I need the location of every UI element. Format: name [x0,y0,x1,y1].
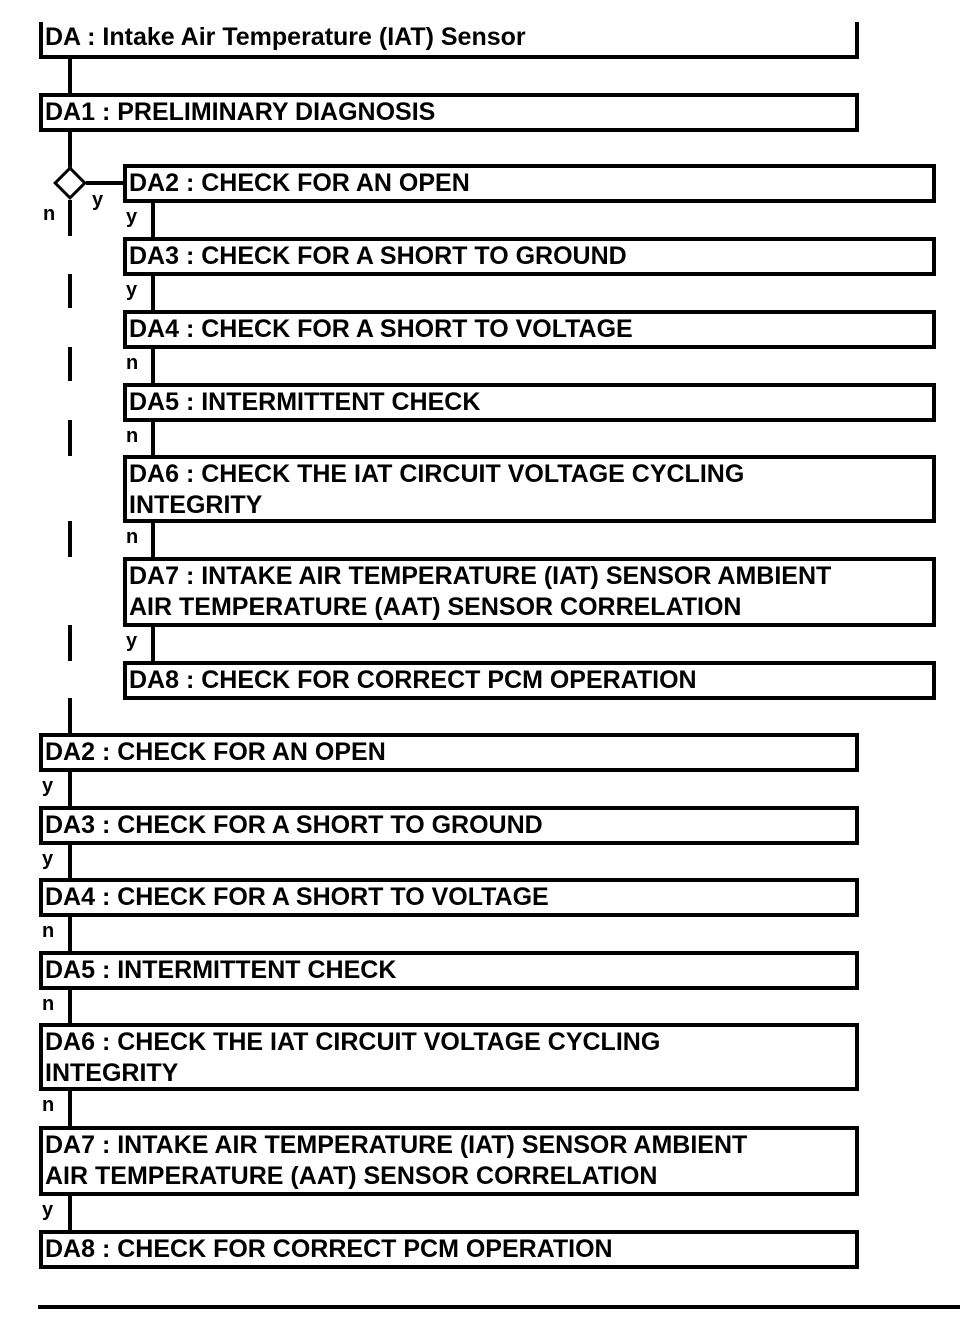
connector-line [68,917,72,951]
branch-label: n [42,993,55,1015]
connector-line [86,181,126,185]
connector-line [151,422,155,455]
outer-step-4: DA4 : CHECK FOR A SHORT TO VOLTAGE [39,878,859,917]
branch-label: y [42,848,54,870]
connector-line [68,274,72,308]
branch-label: n [42,1094,55,1116]
inner-step-5: DA5 : INTERMITTENT CHECK [123,383,936,422]
connector-line [68,59,72,93]
connector-line [68,521,72,557]
outer-step-2: DA2 : CHECK FOR AN OPEN [39,733,859,772]
connector-line [68,990,72,1023]
connector-line [68,1196,72,1230]
branch-label-no: n [43,203,56,225]
inner-step-2: DA2 : CHECK FOR AN OPEN [123,164,936,203]
step-da1-preliminary: DA1 : PRELIMINARY DIAGNOSIS [39,93,859,132]
connector-line [68,625,72,661]
branch-label: n [126,352,139,374]
connector-line [151,523,155,557]
branch-label: y [126,630,138,652]
branch-label: y [42,775,54,797]
outer-step-3: DA3 : CHECK FOR A SHORT TO GROUND [39,806,859,845]
decision-diamond [53,166,87,200]
connector-line [151,203,155,237]
inner-step-3: DA3 : CHECK FOR A SHORT TO GROUND [123,237,936,276]
branch-label: y [42,1199,54,1221]
connector-line [151,276,155,310]
outer-step-5: DA5 : INTERMITTENT CHECK [39,951,859,990]
connector-line [68,200,72,236]
outer-step-8: DA8 : CHECK FOR CORRECT PCM OPERATION [39,1230,859,1269]
outer-step-6: DA6 : CHECK THE IAT CIRCUIT VOLTAGE CYCLING INTEGRITY [39,1023,859,1091]
inner-step-4: DA4 : CHECK FOR A SHORT TO VOLTAGE [123,310,936,349]
connector-line [68,772,72,806]
branch-label: y [126,206,138,228]
connector-line [68,347,72,381]
connector-line [151,627,155,661]
inner-step-7: DA7 : INTAKE AIR TEMPERATURE (IAT) SENSOR AMBIENT AIR TEMPERATURE (AAT) SENSOR CORRELATION [123,557,936,627]
branch-label: n [126,526,139,548]
outer-step-7: DA7 : INTAKE AIR TEMPERATURE (IAT) SENSOR AMBIENT AIR TEMPERATURE (AAT) SENSOR CORRELATION [39,1126,859,1196]
diagram-title: DA : Intake Air Temperature (IAT) Sensor [39,22,859,59]
inner-step-8: DA8 : CHECK FOR CORRECT PCM OPERATION [123,661,936,700]
connector-line [68,845,72,878]
connector-line [151,349,155,383]
connector-line [68,420,72,456]
inner-step-6: DA6 : CHECK THE IAT CIRCUIT VOLTAGE CYCLING INTEGRITY [123,455,936,523]
connector-line [68,1091,72,1126]
branch-label-yes: y [92,189,104,211]
branch-label: n [126,425,139,447]
branch-label: y [126,279,138,301]
branch-label: n [42,920,55,942]
connector-line [68,132,72,168]
bottom-divider [38,1305,960,1309]
connector-line [68,698,72,733]
